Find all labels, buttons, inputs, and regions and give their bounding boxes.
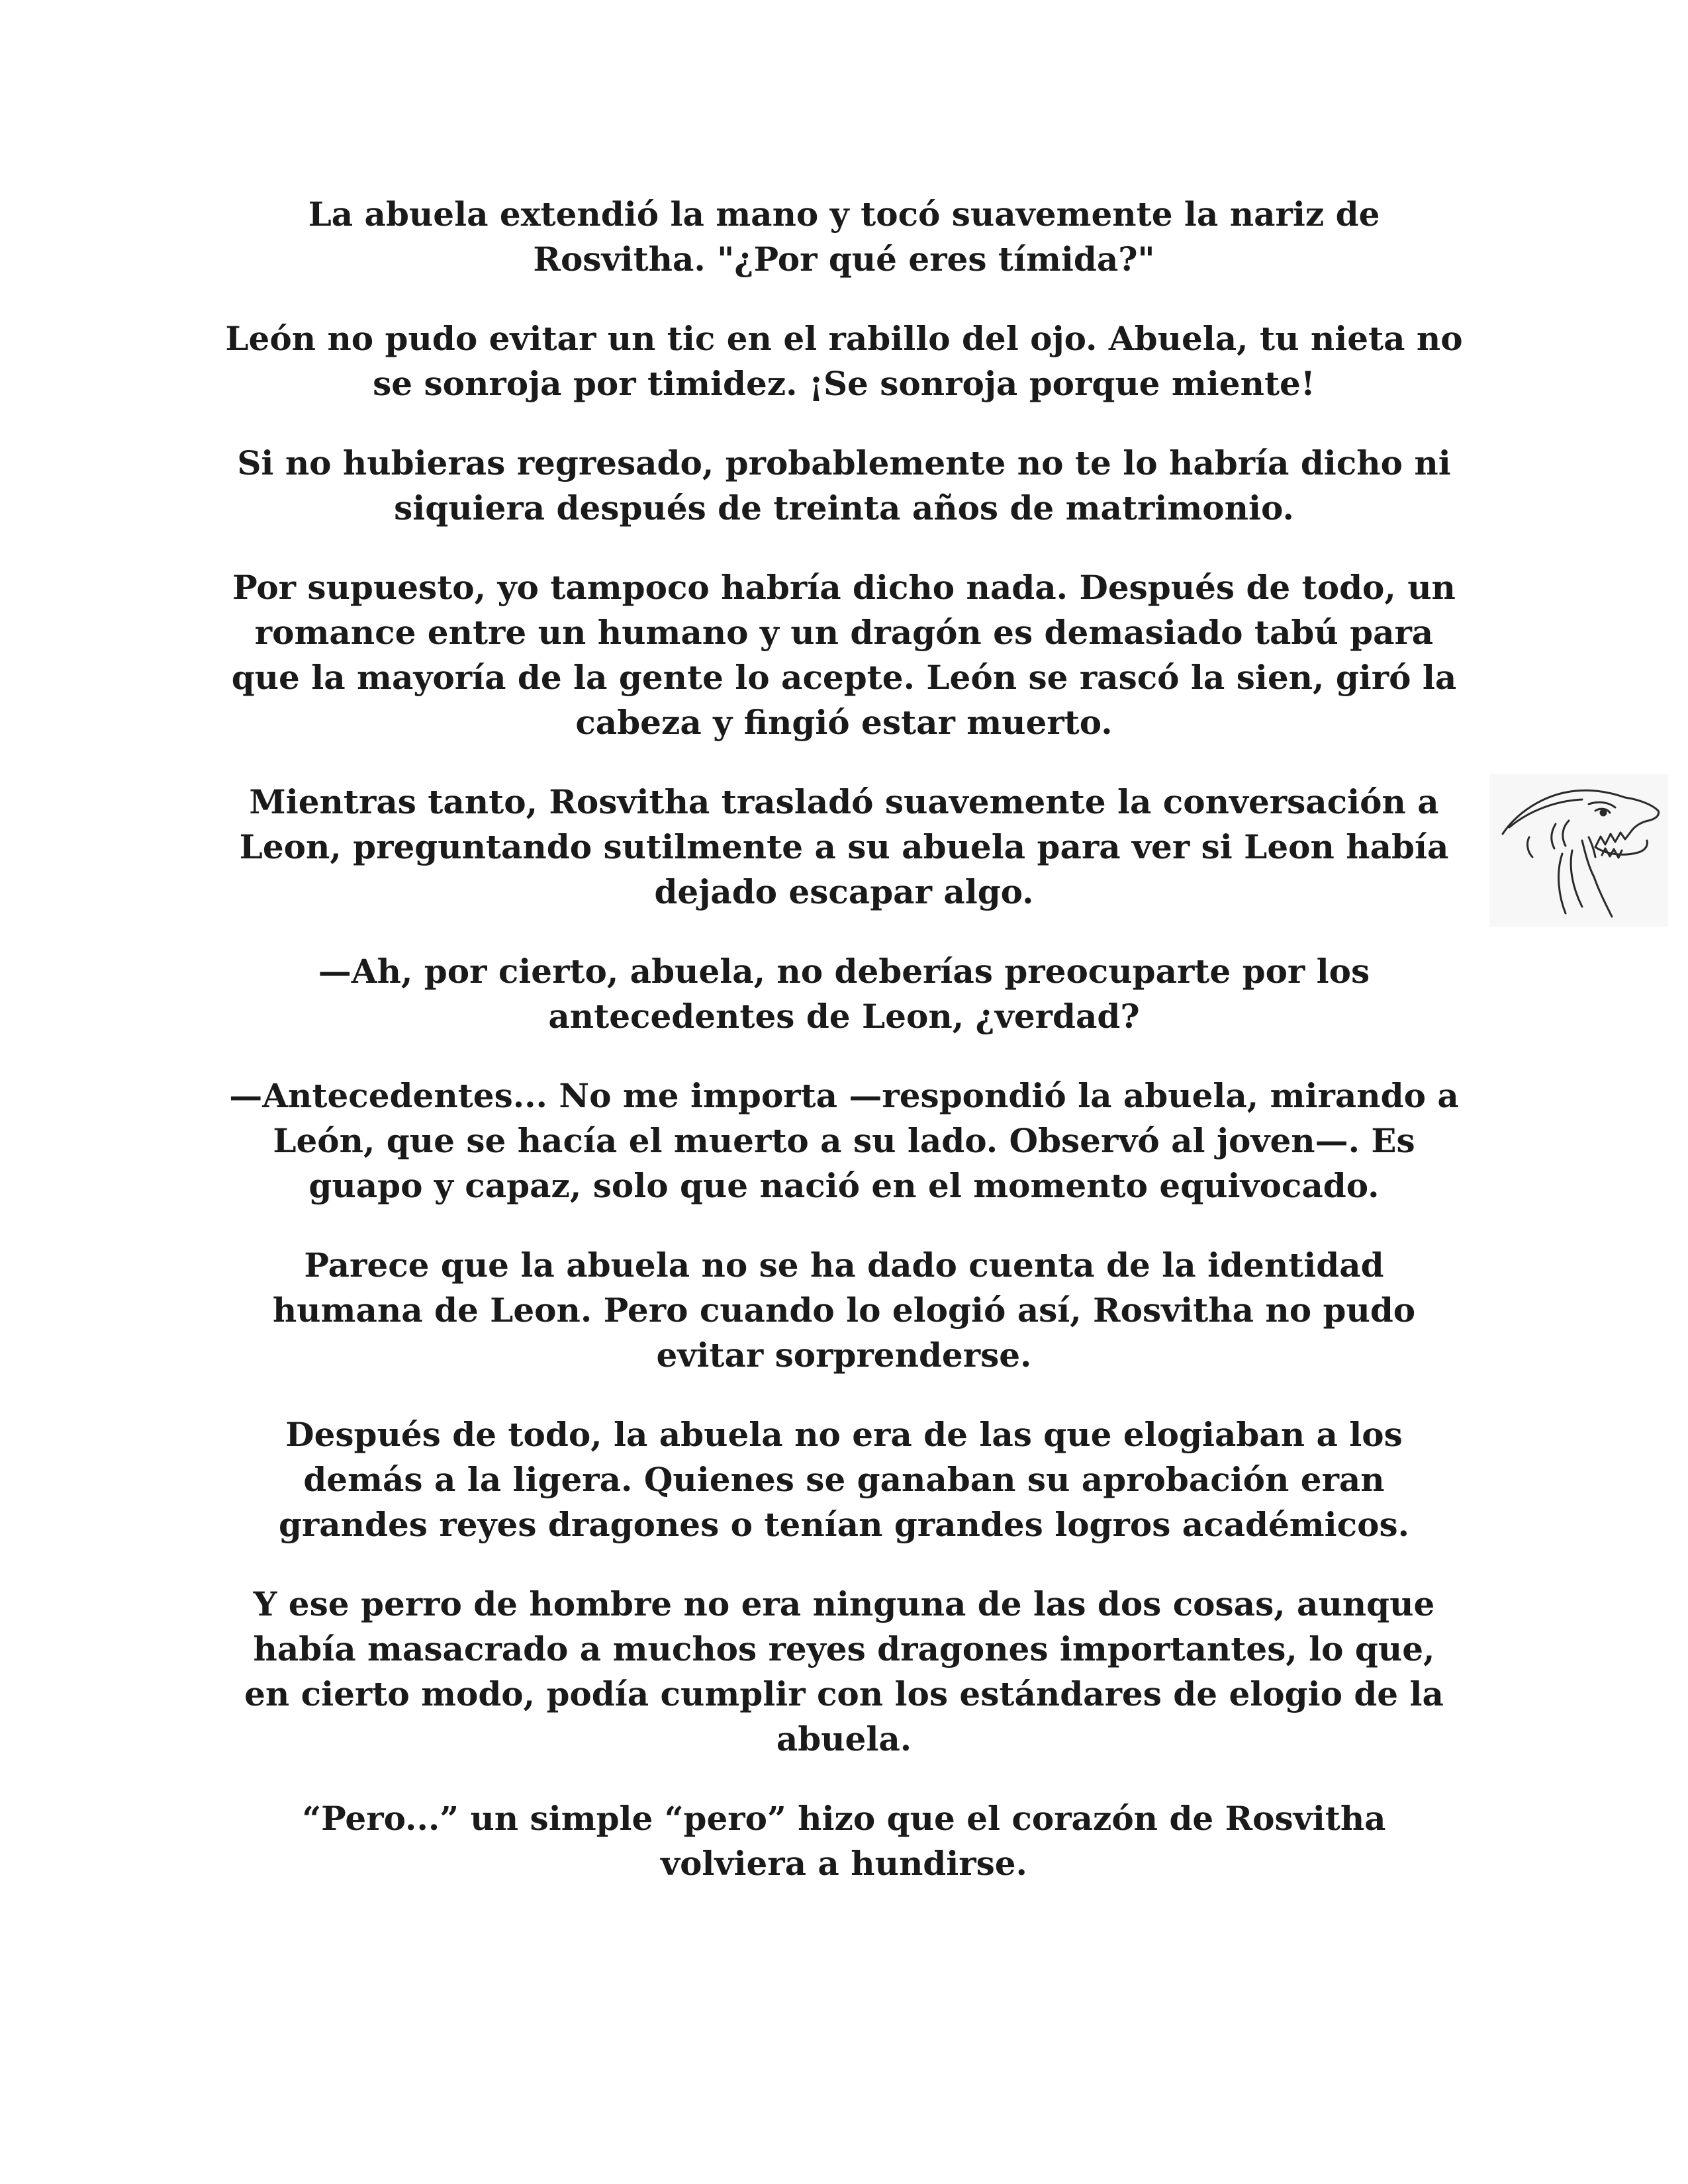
paragraph-11: “Pero...” un simple “pero” hizo que el corazón de Rosvitha volviera a hundirse. xyxy=(302,1799,1386,1883)
paragraph-4: Por supuesto, yo tampoco habría dicho nada. Después de todo, un romance entre un humano y un dragón es demasiado tabú para que la mayoría de la gente lo acepte. León se rascó la sien, giró la cabeza y fingió estar muerto. xyxy=(231,568,1457,742)
paragraph-9: Después de todo, la abuela no era de las que elogiaban a los demás a la ligera. Quienes se ganaban su aprobación eran grandes reyes dragones o tenían grandes logros académicos. xyxy=(278,1415,1410,1544)
paragraph-7: —Antecedentes... No me importa —respondió la abuela, mirando a León, que se hacía el muerto a su lado. Observó al joven—. Es guapo y capaz, solo que nació en el momento equivocado. xyxy=(229,1076,1459,1205)
paragraph-8: Parece que la abuela no se ha dado cuenta de la identidad humana de Leon. Pero cuando lo elogió así, Rosvitha no pudo evitar sorprenderse. xyxy=(272,1246,1416,1375)
paragraph-10: Y ese perro de hombre no era ninguna de las dos cosas, aunque había masacrado a muchos reyes dragones importantes, lo que, en cierto modo, podía cumplir con los estándares de elogio de la abuela. xyxy=(244,1584,1444,1758)
paragraph-2: León no pudo evitar un tic en el rabillo del ojo. Abuela, tu nieta no se sonroja por timidez. ¡Se sonroja porque miente! xyxy=(225,319,1463,403)
dragon-head-sketch-icon xyxy=(1489,774,1668,927)
paragraph-6: —Ah, por cierto, abuela, no deberías preocuparte por los antecedentes de Leon, ¿verdad? xyxy=(318,952,1370,1036)
paragraph-1: La abuela extendió la mano y tocó suavemente la nariz de Rosvitha. "¿Por qué eres tímida?" xyxy=(308,195,1380,279)
paragraph-3: Si no hubieras regresado, probablemente no te lo habría dicho ni siquiera después de treinta años de matrimonio. xyxy=(237,443,1451,527)
story-text xyxy=(225,192,1463,1921)
paragraph-5: Mientras tanto, Rosvitha trasladó suavemente la conversación a Leon, preguntando sutilmente a su abuela para ver si Leon había dejado escapar algo. xyxy=(239,782,1449,911)
